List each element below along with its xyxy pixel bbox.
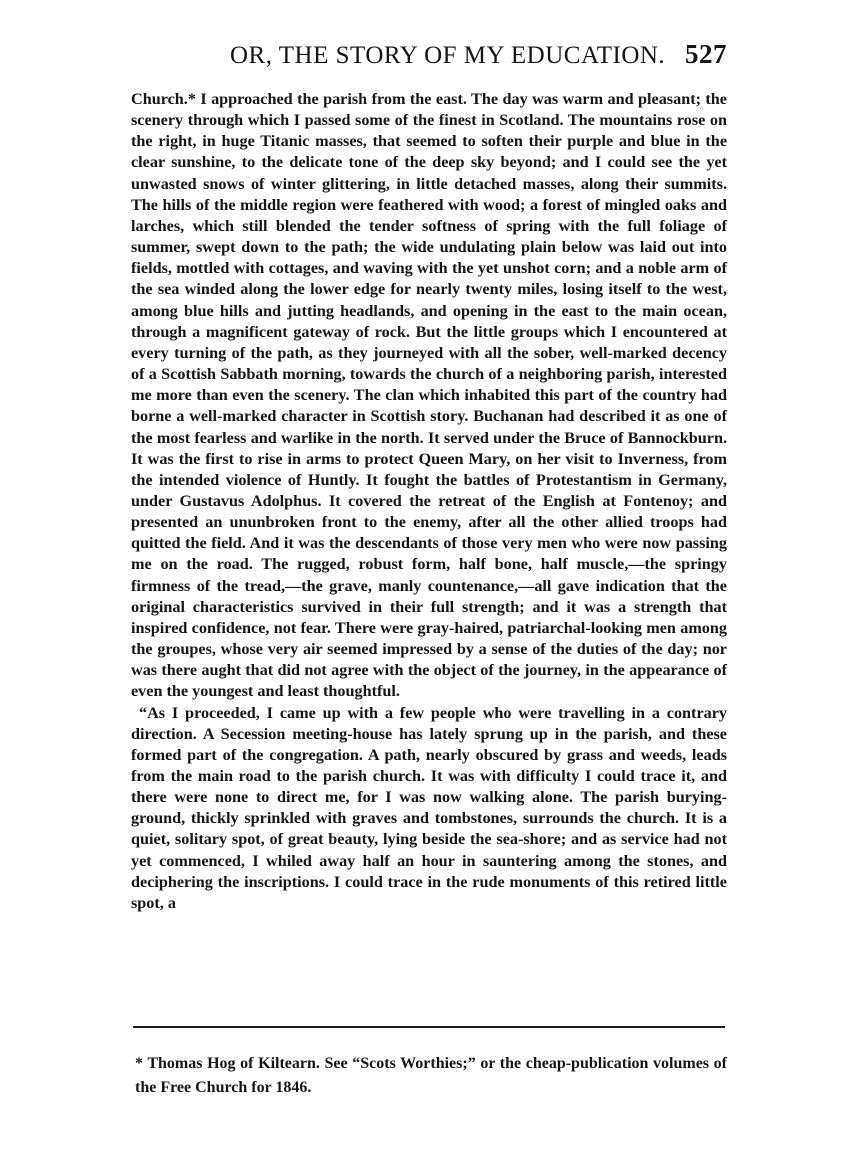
body-text	[131, 89, 727, 914]
footnote: * Thomas Hog of Kiltearn. See “Scots Worthies;” or the cheap-publication volumes of the Free Church for 1846.	[135, 1055, 727, 1096]
running-head	[222, 38, 727, 74]
page-number: 527	[685, 39, 727, 69]
running-title: OR, THE STORY OF MY EDUCATION.	[230, 42, 666, 69]
paragraph-2: “As I proceeded, I came up with a few people who were travelling in a contrary direction. A Secession meeting-house has lately sprung up in the parish, and these formed part of the congregation. A path, nearly obscured by grass and weeds, leads from the main road to the parish church. It was with difficulty I could trace it, and there were none to direct me, for I was now walking alone. The parish burying-ground, thickly sprinkled with graves and tombstones, surrounds the church. It is a quiet, solitary spot, of great beauty, lying beside the sea-shore; and as service had not yet commenced, I whiled away half an hour in sauntering among the stones, and deciphering the inscriptions. I could trace in the rude monuments of this retired little spot, a	[131, 703, 727, 912]
footnote-rule	[133, 1026, 725, 1028]
paragraph-1: Church.* I approached the parish from the east. The day was warm and pleasant; the scenery through which I passed some of the finest in Scotland. The mountains rose on the right, in huge Titanic masses, that seemed to soften their purple and blue in the clear sunshine, to the delicate tone of the deep sky beyond; and I could see the yet unwasted snows of winter glittering, in little detached masses, along their summits. The hills of the middle region were feathered with wood; a forest of mingled oaks and larches, which still blended the tender softness of spring with the full foliage of summer, swept down to the path; the wide undulating plain below was laid out into fields, mottled with cottages, and waving with the yet unshot corn; and a noble arm of the sea winded along the lower edge for nearly twenty miles, losing itself to the west, among blue hills and jutting headlands, and opening in the east to the main ocean, through a magnificent gateway of rock. But the little groups which I encountered at every turning of the path, as they journeyed with all the sober, well-marked decency of a Scottish Sabbath morning, towards the church of a neighboring parish, interested me more than even the scenery. The clan which inhabited this part of the country had borne a well-marked character in Scottish story. Buchanan had described it as one of the most fearless and warlike in the north. It served under the Bruce of Bannockburn. It was the first to rise in arms to protect Queen Mary, on her visit to Inverness, from the intended violence of Huntly. It fought the battles of Protestantism in Germany, under Gustavus Adolphus. It covered the retreat of the English at Fontenoy; and presented an ununbroken front to the enemy, after all the other allied troops had quitted the field. And it was the descendants of those very men who were now passing me on the road. The rugged, robust form, half bone, half muscle,—the springy firmness of the tread,—the grave, manly countenance,—all gave indication that the original characteristics survived in their full strength; and it was a strength that inspired confidence, not fear. There were gray-haired, patriarchal-looking men among the groupes, whose very air seemed impressed by a sense of the duties of the day; nor was there aught that did not agree with the object of the journey, in the appearance of even the youngest and least thoughtful.	[131, 90, 727, 701]
